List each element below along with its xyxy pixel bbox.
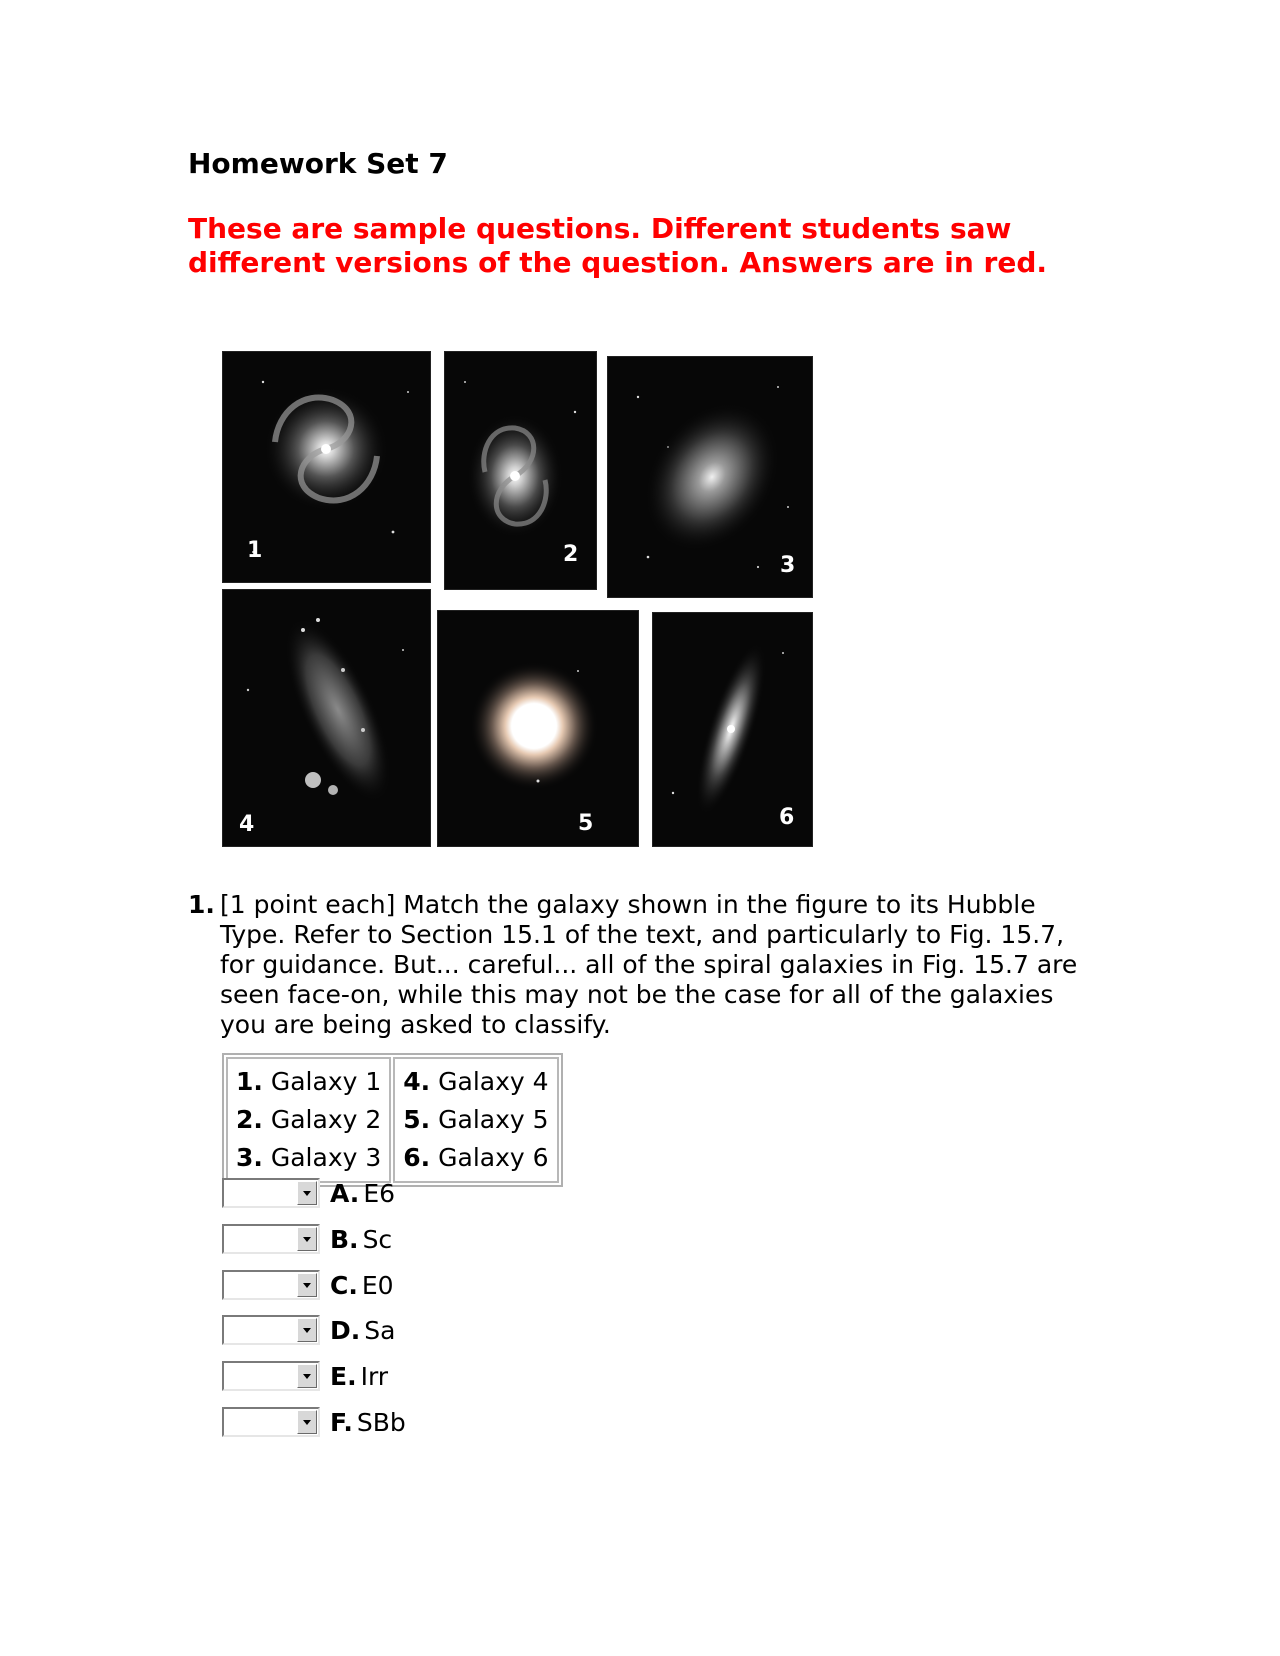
matching-items-table (222, 1053, 563, 1187)
chevron-down-icon[interactable] (297, 1181, 317, 1205)
answer-select-c[interactable] (222, 1270, 320, 1300)
answer-row-e: E. Irr (222, 1358, 388, 1394)
list-item: 2. Galaxy 2 (236, 1105, 382, 1134)
answer-row-c: C. E0 (222, 1267, 394, 1303)
items-column-left (226, 1057, 391, 1183)
list-item: 5. Galaxy 5 (403, 1105, 549, 1134)
chevron-down-icon[interactable] (297, 1364, 317, 1388)
chevron-down-icon[interactable] (297, 1273, 317, 1297)
galaxy-label-1: 1 (247, 538, 263, 563)
list-item: 6. Galaxy 6 (403, 1143, 549, 1172)
list-item: 4. Galaxy 4 (403, 1067, 549, 1096)
question-number: 1. (188, 890, 215, 919)
galaxy-image-6 (652, 612, 813, 847)
chevron-down-icon[interactable] (297, 1318, 317, 1342)
answer-select-e[interactable] (222, 1361, 320, 1391)
answer-row-f: F. SBb (222, 1404, 406, 1440)
galaxy-label-6: 6 (779, 805, 795, 830)
galaxy-label-4: 4 (239, 812, 255, 837)
answer-select-d[interactable] (222, 1315, 320, 1345)
answer-row-b: B. Sc (222, 1221, 392, 1257)
question-text: [1 point each] Match the galaxy shown in the figure to its Hubble Type. Refer to Section 15.1 of the text, and particularly to Fig. 15.7, for guidance. But... careful... all of the spiral galaxies in Fig. 15.7 are seen face-on, while this may not be the case for all of the galaxies you are being asked to classify. (220, 890, 1078, 1039)
galaxy-label-3: 3 (780, 553, 796, 578)
list-item: 1. Galaxy 1 (236, 1067, 382, 1096)
galaxy-image-3 (607, 356, 813, 598)
chevron-down-icon[interactable] (297, 1410, 317, 1434)
galaxy-image-2 (444, 351, 597, 590)
galaxy-image-1 (222, 351, 431, 583)
page-title: Homework Set 7 (188, 147, 448, 180)
answer-select-b[interactable] (222, 1224, 320, 1254)
galaxy-image-5 (437, 610, 639, 847)
question-1 (188, 890, 1088, 1040)
galaxy-label-5: 5 (578, 811, 594, 836)
answer-select-f[interactable] (222, 1407, 320, 1437)
list-item: 3. Galaxy 3 (236, 1143, 382, 1172)
galaxy-label-2: 2 (563, 542, 579, 567)
sample-notice: These are sample questions. Different students saw different versions of the question. Answers are in red. (188, 212, 1048, 279)
answer-row-d: D. Sa (222, 1312, 395, 1348)
chevron-down-icon[interactable] (297, 1227, 317, 1251)
galaxy-image-4 (222, 589, 431, 847)
items-column-right (393, 1057, 558, 1183)
answer-row-a: A. E6 (222, 1175, 395, 1211)
answer-select-a[interactable] (222, 1178, 320, 1208)
